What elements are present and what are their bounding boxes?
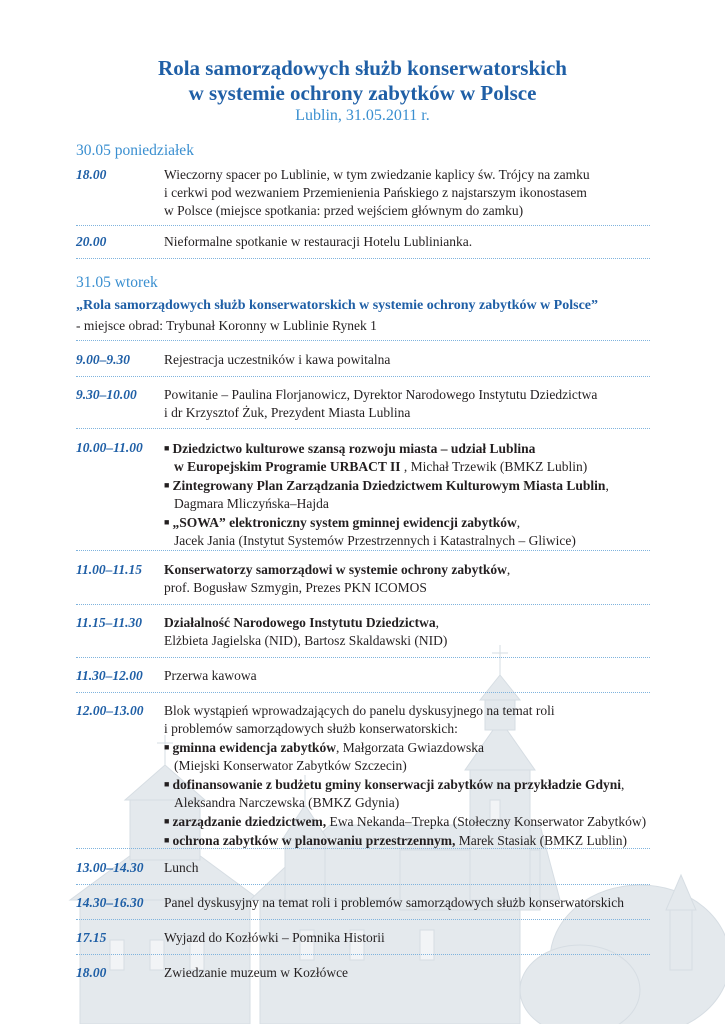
talk-title: Zintegrowany Plan Zarządzania Dziedzictwem Kulturowym Miasta Lublin	[172, 478, 606, 493]
bullet-icon: ■	[164, 816, 170, 826]
bullet-icon: ■	[164, 443, 170, 453]
bullet-icon: ■	[164, 480, 170, 490]
bullet-line	[164, 439, 664, 458]
talk-title: gminna ewidencja zabytków	[172, 740, 336, 755]
talk-title: „SOWA” elektroniczny system gminnej ewidencji zabytków	[172, 515, 517, 530]
agenda-time: 10.00–11.00	[76, 440, 143, 455]
agenda-description	[164, 386, 664, 422]
bullet-line	[164, 458, 664, 476]
bullet-line	[164, 513, 664, 532]
description-line	[164, 614, 664, 632]
agenda-time: 17.15	[76, 930, 107, 945]
speaker: Ewa Nekanda–Trepka (Stołeczny Konserwator Zabytków)	[326, 814, 647, 829]
agenda-description	[164, 667, 664, 685]
talk-title: zarządzanie dziedzictwem,	[172, 814, 327, 829]
dotted-separator	[76, 225, 650, 226]
agenda-time: 9.30–10.00	[76, 387, 137, 402]
agenda-time: 14.30–16.30	[76, 895, 144, 910]
description-line: Wyjazd do Kozłówki – Pomnika Historii	[164, 930, 385, 945]
session-title: „Rola samorządowych służb konserwatorskich w systemie ochrony zabytków w Polsce”	[76, 298, 598, 313]
agenda-time: 18.00	[76, 167, 107, 182]
bullet-line	[164, 812, 664, 831]
title-line-2: w systemie ochrony zabytków w Polsce	[188, 81, 537, 105]
description-line: Nieformalne spotkanie w restauracji Hotelu Lublinianka.	[164, 234, 473, 249]
dotted-separator	[76, 692, 650, 693]
punctuation: ,	[605, 478, 609, 493]
agenda-description	[164, 702, 664, 850]
day-heading-1: 30.05 poniedziałek	[76, 142, 194, 159]
agenda-description	[164, 439, 664, 550]
description-line: i cerkwi pod wezwaniem Przemienienia Pańskiego z najstarszym ikonostasem	[164, 185, 587, 200]
dotted-separator	[76, 884, 650, 885]
description-line: Powitanie – Paulina Florjanowicz, Dyrektor Narodowego Instytutu Dziedzictwa	[164, 387, 598, 402]
description-line: Przerwa kawowa	[164, 668, 257, 683]
description-line: Blok wystąpień wprowadzających do panelu dyskusyjnego na temat roli	[164, 703, 555, 718]
bullet-icon: ■	[164, 742, 170, 752]
description-line: Panel dyskusyjny na temat roli i problemów samorządowych służb konserwatorskich	[164, 895, 625, 910]
agenda-description	[164, 351, 664, 369]
description-line: i problemów samorządowych służb konserwatorskich:	[164, 721, 458, 736]
agenda-description	[164, 166, 664, 220]
agenda-time: 13.00–14.30	[76, 860, 144, 875]
agenda-time: 18.00	[76, 965, 107, 980]
title-line-1: Rola samorządowych służb konserwatorskich	[158, 56, 567, 80]
punctuation: ,	[516, 515, 521, 530]
bullet-line	[164, 775, 664, 794]
talk-title: ochrona zabytków w planowaniu przestrzennym,	[172, 833, 456, 848]
bullet-icon: ■	[164, 517, 170, 527]
agenda-description	[164, 859, 664, 877]
speaker: Marek Stasiak (BMKZ Lublin)	[455, 833, 628, 848]
agenda-description	[164, 614, 664, 650]
dotted-separator	[76, 376, 650, 377]
agenda-description	[164, 233, 664, 251]
talk-title: Działalność Narodowego Instytutu Dziedzictwa	[164, 615, 436, 630]
document-title	[0, 56, 725, 106]
day-heading-2: 31.05 wtorek	[76, 274, 158, 291]
talk-title: dofinansowanie z budżetu gminy konserwacji zabytków na przykładzie Gdyni	[172, 777, 621, 792]
agenda-description	[164, 561, 664, 597]
dotted-separator	[76, 657, 650, 658]
agenda-description	[164, 929, 664, 947]
talk-title: Konserwatorzy samorządowi w systemie ochrony zabytków	[164, 562, 507, 577]
dotted-separator	[76, 340, 650, 341]
description-line: w Polsce (miejsce spotkania: przed wejściem głównym do zamku)	[164, 203, 524, 218]
bullet-icon: ■	[164, 835, 170, 845]
speaker: prof. Bogusław Szmygin, Prezes PKN ICOMOS	[164, 580, 427, 595]
dotted-separator	[76, 550, 650, 551]
talk-title: w Europejskim Programie URBACT II	[174, 459, 401, 474]
punctuation: ,	[620, 777, 625, 792]
agenda-description	[164, 894, 664, 912]
description-line: Zwiedzanie muzeum w Kozłówce	[164, 965, 349, 980]
dotted-separator	[76, 258, 650, 259]
bullet-line	[164, 476, 664, 495]
speaker: Dagmara Mliczyńska–Hajda	[174, 496, 329, 511]
speaker: , Michał Trzewik (BMKZ Lublin)	[400, 459, 588, 474]
document-subtitle: Lublin, 31.05.2011 r.	[295, 107, 430, 124]
description-line: Lunch	[164, 860, 199, 875]
punctuation: ,	[506, 562, 511, 577]
bullet-icon: ■	[164, 779, 170, 789]
agenda-time: 11.15–11.30	[76, 615, 143, 630]
dotted-separator	[76, 848, 650, 849]
agenda-time: 11.00–11.15	[76, 562, 143, 577]
agenda-time: 9.00–9.30	[76, 352, 130, 367]
agenda-time: 12.00–13.00	[76, 703, 144, 718]
session-place: - miejsce obrad: Trybunał Koronny w Lublinie Rynek 1	[76, 318, 377, 333]
speaker: Elżbieta Jagielska (NID), Bartosz Skaldawski (NID)	[164, 633, 448, 648]
description-line	[164, 561, 664, 579]
dotted-separator	[76, 604, 650, 605]
description-line: i dr Krzysztof Żuk, Prezydent Miasta Lublina	[164, 405, 411, 420]
dotted-separator	[76, 919, 650, 920]
agenda-time: 11.30–12.00	[76, 668, 143, 683]
agenda-description	[164, 964, 664, 982]
speaker: (Miejski Konserwator Zabytków Szczecin)	[174, 758, 407, 773]
dotted-separator	[76, 428, 650, 429]
description-line: Rejestracja uczestników i kawa powitalna	[164, 352, 391, 367]
punctuation: ,	[435, 615, 439, 630]
speaker: Jacek Jania (Instytut Systemów Przestrzennych i Katastralnych – Gliwice)	[174, 533, 576, 548]
dotted-separator	[76, 954, 650, 955]
talk-title: Dziedzictwo kulturowe szansą rozwoju miasta – udział Lublina	[172, 441, 536, 456]
agenda-time: 20.00	[76, 234, 107, 249]
speaker: , Małgorzata Gwiazdowska	[335, 740, 485, 755]
speaker: Aleksandra Narczewska (BMKZ Gdynia)	[174, 795, 400, 810]
description-line: Wieczorny spacer po Lublinie, w tym zwiedzanie kaplicy św. Trójcy na zamku	[164, 167, 590, 182]
bullet-line	[164, 738, 664, 757]
